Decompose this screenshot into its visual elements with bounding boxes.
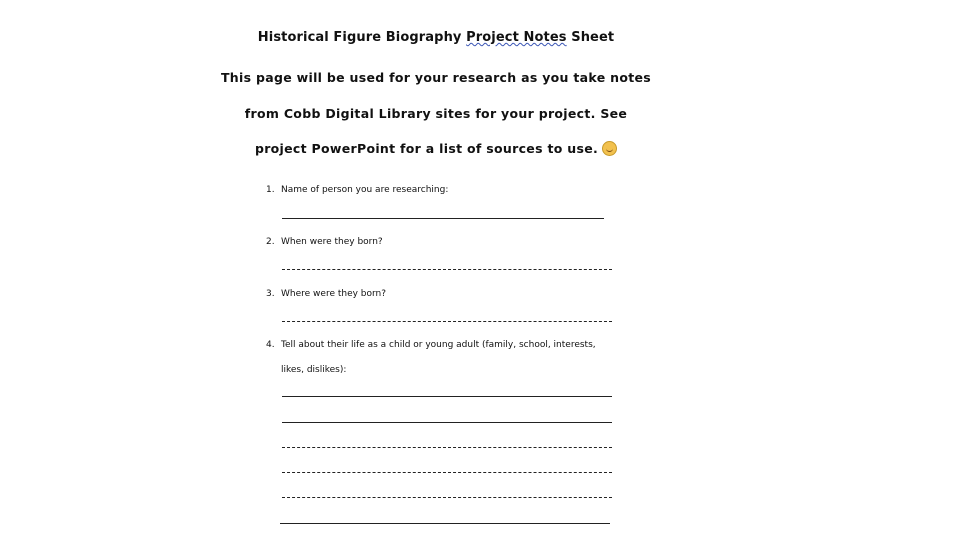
answer-line-4b (282, 422, 612, 423)
question-4-number: 4. (266, 340, 275, 350)
question-4 (266, 340, 596, 350)
question-3-number: 3. (266, 289, 275, 299)
intro-line-3-text: project PowerPoint for a list of sources to use. (254, 141, 599, 156)
intro-line-2: from Cobb Digital Library sites for your project. See (244, 106, 628, 121)
worksheet-title (0, 30, 872, 45)
question-4-text: Tell about their life as a child or young adult (family, school, interests, (281, 340, 596, 350)
answer-line-4f (280, 523, 610, 524)
answer-line-1 (282, 218, 604, 219)
smiling-face-icon (602, 141, 617, 156)
answer-line-4c (282, 447, 612, 448)
question-3 (266, 289, 386, 299)
question-4-continuation: likes, dislikes): (281, 365, 347, 375)
answer-line-2 (282, 269, 612, 270)
question-1-text: Name of person you are researching: (281, 185, 449, 195)
answer-line-4d (282, 472, 612, 473)
answer-line-4e (282, 497, 612, 498)
question-2-text: When were they born? (281, 237, 383, 247)
title-prefix: Historical Figure Biography (257, 30, 467, 45)
title-underlined: Project Notes (466, 30, 567, 45)
question-2-number: 2. (266, 237, 275, 247)
question-1 (266, 185, 448, 195)
intro-line-3 (0, 141, 872, 156)
answer-line-4a (282, 396, 612, 397)
intro-line-1: This page will be used for your research as you take notes (220, 70, 652, 85)
question-1-number: 1. (266, 185, 275, 195)
question-2 (266, 237, 383, 247)
question-3-text: Where were they born? (281, 289, 387, 299)
answer-line-3 (282, 321, 612, 322)
title-suffix: Sheet (566, 30, 615, 45)
